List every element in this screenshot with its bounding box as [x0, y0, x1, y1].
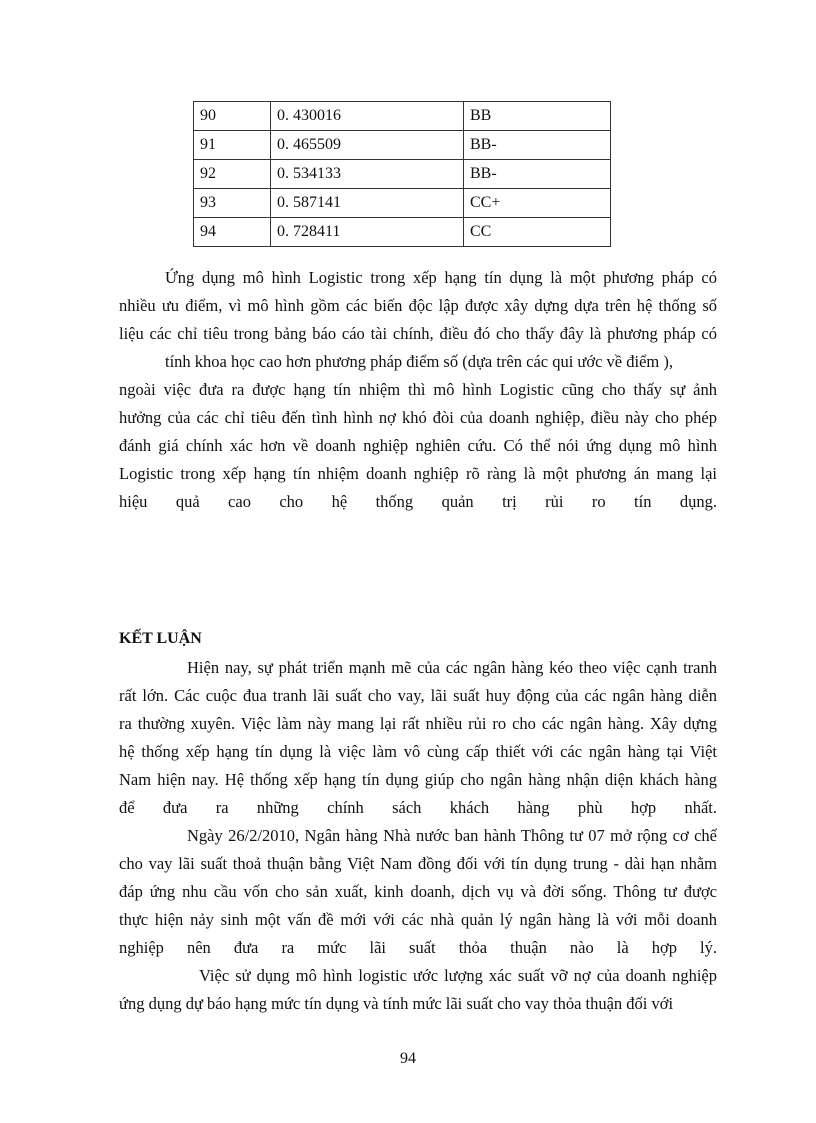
- table-cell-probability: 0. 430016: [271, 102, 464, 131]
- text-line: hệ thống xếp hạng tín dụng là việc làm vô cùng cấp thiết với các ngân hàng tại Việt: [119, 742, 717, 761]
- table-cell-index: 91: [194, 131, 271, 160]
- table-cell-probability: 0. 534133: [271, 160, 464, 189]
- text-line: tính khoa học cao hơn phương pháp điểm số (dựa trên các qui ước về điểm ),: [165, 352, 673, 371]
- table-cell-rank: CC+: [464, 189, 611, 218]
- page-number: 94: [400, 1050, 416, 1067]
- text-line: đánh giá chính xác hơn về doanh nghiệp nghiên cứu. Có thể nói ứng dụng mô hình: [119, 436, 717, 455]
- text-line: Ứng dụng mô hình Logistic trong xếp hạng tín dụng là một phương pháp có: [165, 268, 717, 287]
- text-line: ứng dụng dự báo hạng mức tín dụng và tính mức lãi suất cho vay thỏa thuận đối với: [119, 994, 674, 1013]
- table-cell-rank: CC: [464, 218, 611, 247]
- table-row: [194, 131, 611, 160]
- paragraph-logistic: [119, 264, 717, 516]
- text-line: cho vay lãi suất thoả thuận bằng Việt Nam đồng đối với tín dụng trung - dài hạn nhằm: [119, 854, 717, 873]
- table-cell-rank: BB: [464, 102, 611, 131]
- text-line: hưởng của các chỉ tiêu đến tình hình nợ khó đòi của doanh nghiệp, điều này cho phép: [119, 408, 717, 427]
- table-row: [194, 218, 611, 247]
- text-line: Logistic trong xếp hạng tín nhiệm doanh nghiệp rõ ràng là một phương án mang lại: [119, 464, 717, 483]
- table-cell-probability: 0. 465509: [271, 131, 464, 160]
- paragraph-conclusion: [119, 654, 717, 1018]
- table-cell-index: 93: [194, 189, 271, 218]
- table-row: [194, 160, 611, 189]
- section-heading: KẾT LUẬN: [119, 630, 202, 647]
- table-cell-index: 90: [194, 102, 271, 131]
- text-line: Nam hiện nay. Hệ thống xếp hạng tín dụng giúp cho ngân hàng nhận diện khách hàng: [119, 770, 717, 789]
- text-line: để đưa ra những chính sách khách hàng phù hợp nhất.: [119, 798, 717, 817]
- text-line: Hiện nay, sự phát triển mạnh mẽ của các ngân hàng kéo theo việc cạnh tranh: [187, 658, 717, 677]
- text-line: thực hiện nảy sinh một vấn đề mới với các nhà quản lý ngân hàng là với mỗi doanh: [119, 910, 717, 929]
- text-line: hiệu quả cao cho hệ thống quản trị rủi ro tín dụng.: [119, 492, 717, 511]
- credit-rank-table: [193, 101, 611, 247]
- table-cell-index: 92: [194, 160, 271, 189]
- text-line: nhiều ưu điểm, vì mô hình gồm các biến độc lập được xây dựng dựa trên hệ thống số: [119, 296, 717, 315]
- table-cell-probability: 0. 587141: [271, 189, 464, 218]
- text-line: ra thường xuyên. Việc làm này mang lại rất nhiều rủi ro cho các ngân hàng. Xây dựng: [119, 714, 717, 733]
- table-row: [194, 102, 611, 131]
- table-cell-index: 94: [194, 218, 271, 247]
- table-cell-rank: BB-: [464, 160, 611, 189]
- table-row: [194, 189, 611, 218]
- text-line: rất lớn. Các cuộc đua tranh lãi suất cho vay, lãi suất huy động của các ngân hàng diễn: [119, 686, 717, 705]
- table-cell-probability: 0. 728411: [271, 218, 464, 247]
- table-cell-rank: BB-: [464, 131, 611, 160]
- text-line: nghiệp nên đưa ra mức lãi suất thỏa thuận nào là hợp lý.: [119, 938, 717, 957]
- text-line: Ngày 26/2/2010, Ngân hàng Nhà nước ban hành Thông tư 07 mở rộng cơ chế: [187, 826, 717, 845]
- text-line: đáp ứng nhu cầu vốn cho sản xuất, kinh doanh, dịch vụ và đời sống. Thông tư được: [119, 882, 717, 901]
- text-line: ngoài việc đưa ra được hạng tín nhiệm thì mô hình Logistic cũng cho thấy sự ảnh: [119, 380, 717, 399]
- text-line: Việc sử dụng mô hình logistic ước lượng xác suất vỡ nợ của doanh nghiệp: [199, 966, 717, 985]
- text-line: liệu các chỉ tiêu trong bảng báo cáo tài chính, điều đó cho thấy đây là phương pháp có: [119, 324, 717, 343]
